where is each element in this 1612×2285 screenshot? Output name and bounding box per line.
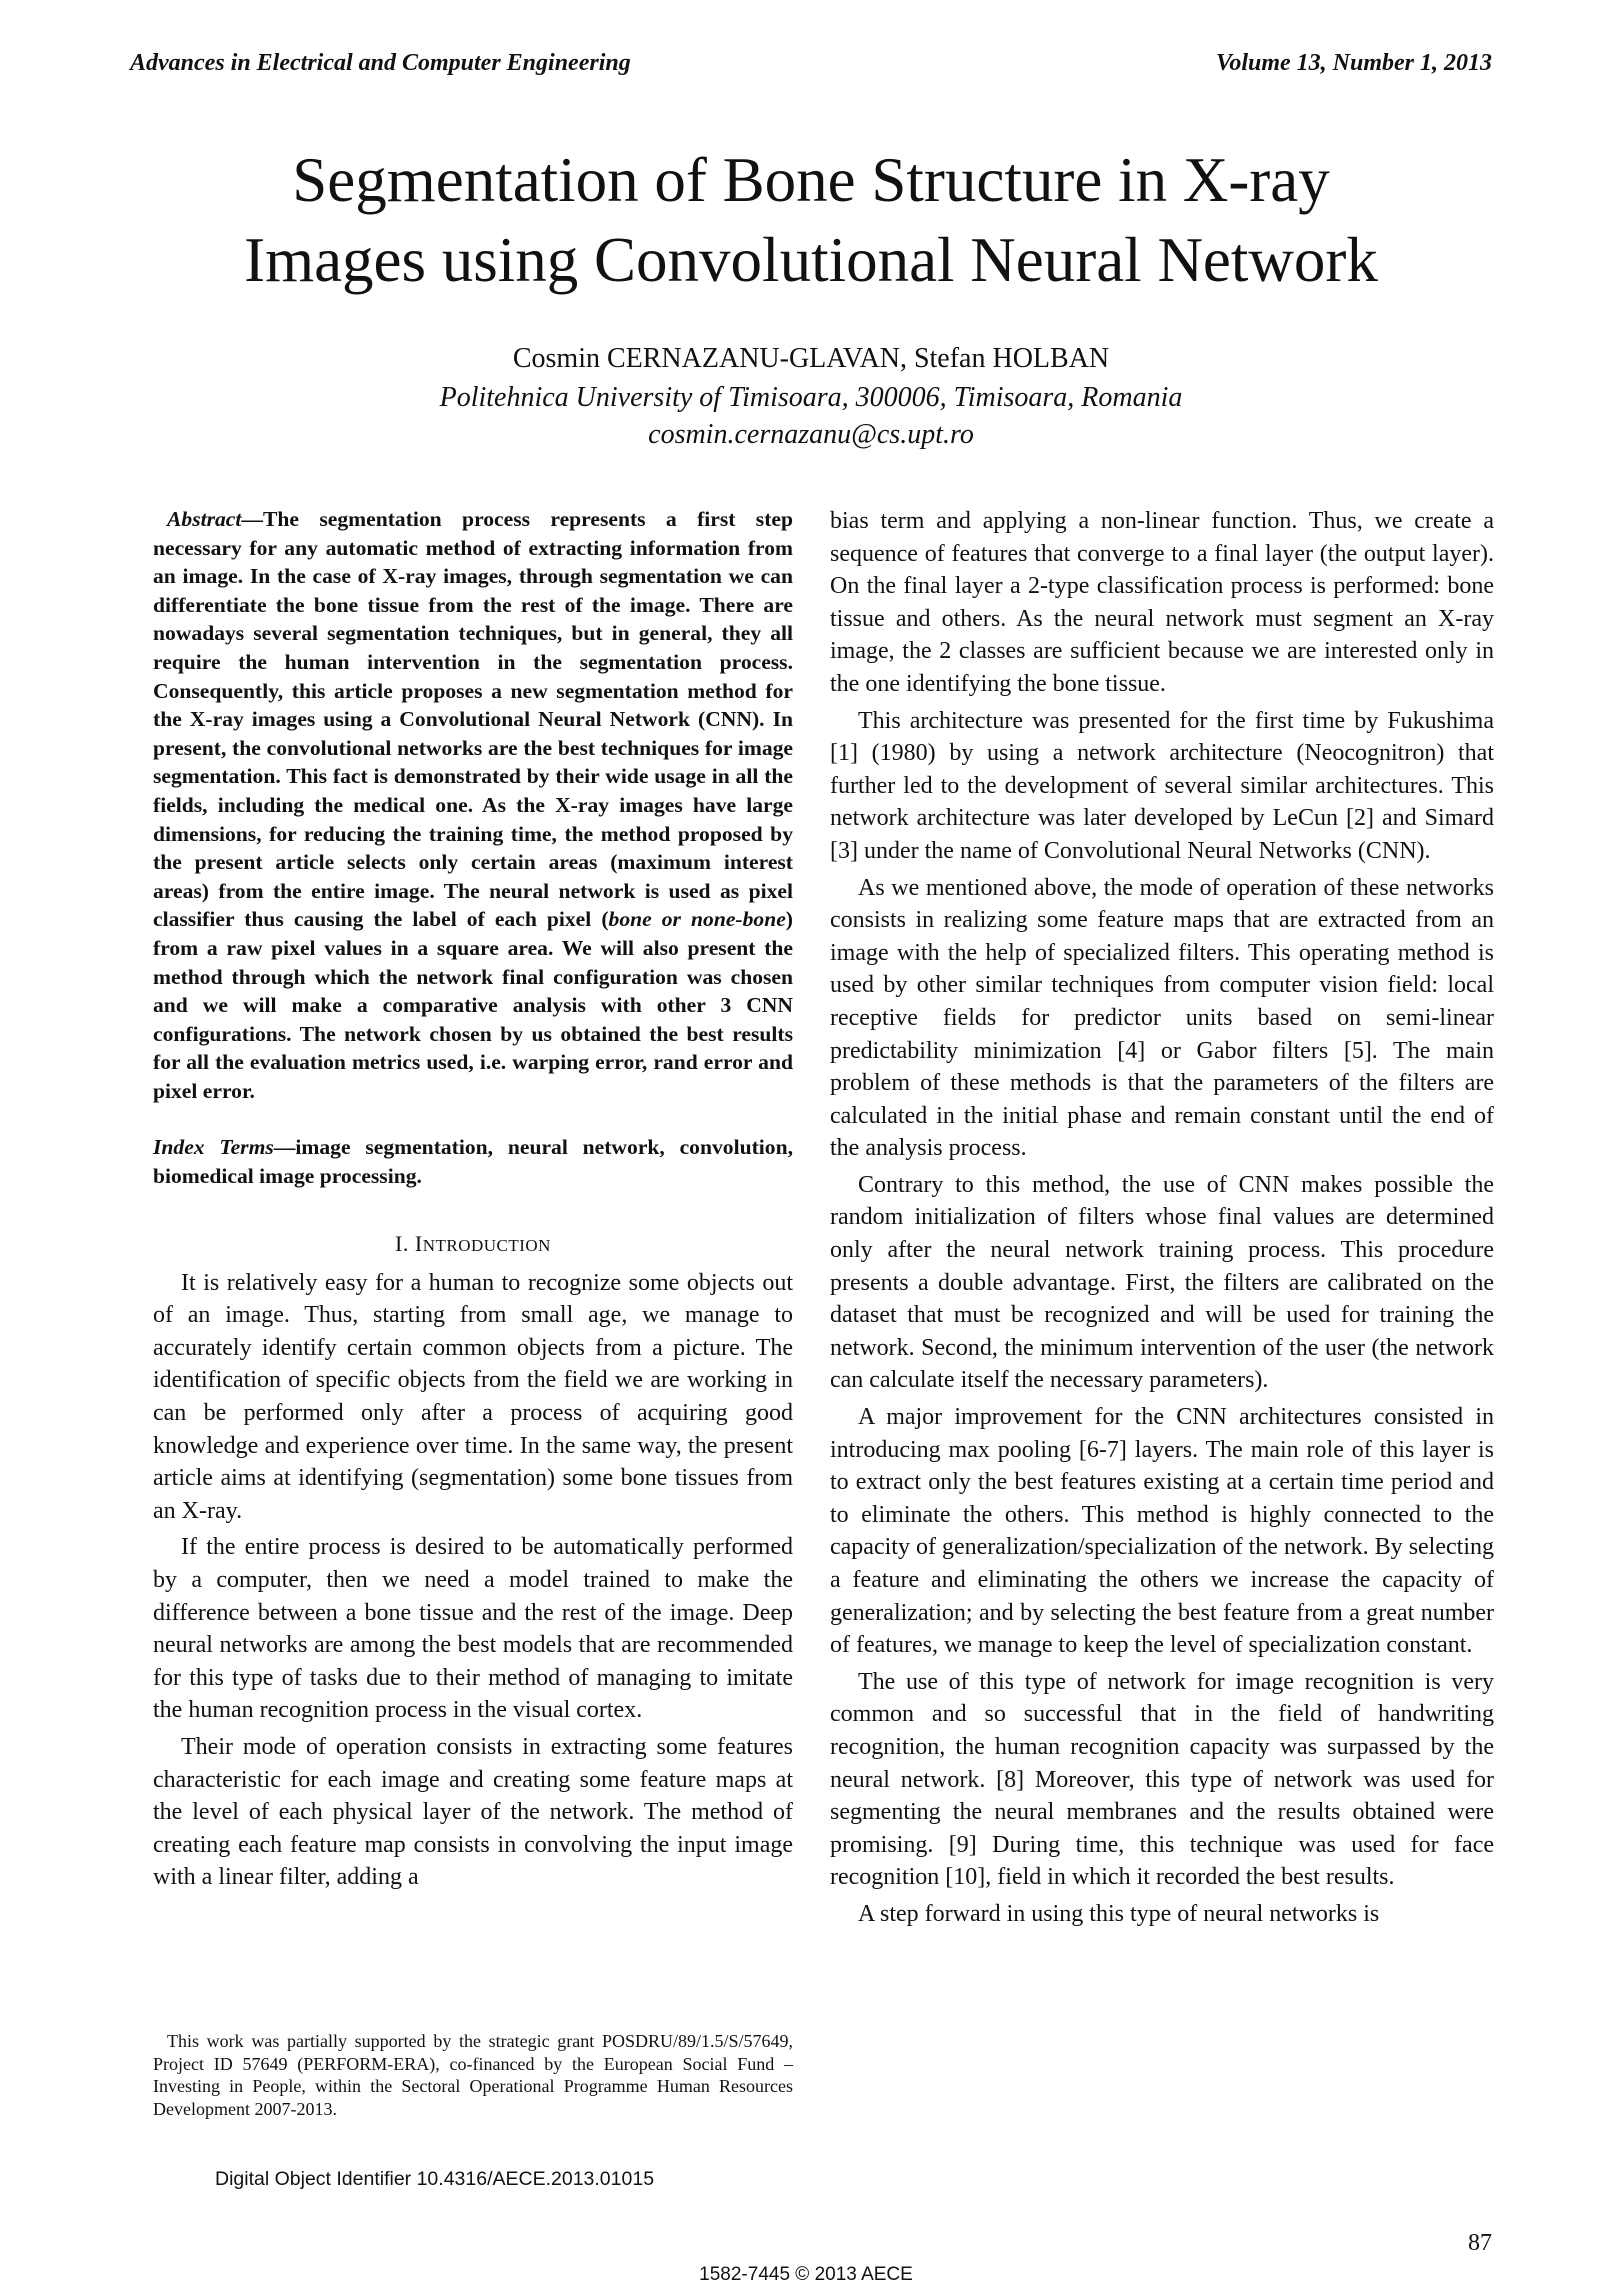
- section-heading-introduction: [153, 1231, 793, 1257]
- title-line-2: Images using Convolutional Neural Network: [244, 225, 1378, 295]
- doi: Digital Object Identifier 10.4316/AECE.2013.01015: [215, 2168, 655, 2190]
- left-paragraph: If the entire process is desired to be automatically performed by a computer, then we need a model trained to make the difference between a bone tissue and the rest of the image. Deep neural networks are among the best models that are recommended for this type of tasks due to their method of managing to imitate the human recognition process in the visual cortex.: [153, 1534, 793, 1724]
- left-column: [153, 505, 793, 1894]
- funding-footnote: This work was partially supported by the strategic grant POSDRU/89/1.5/S/57649, Project ID 57649 (PERFORM-ERA), co-financed by the European Social Fund – Investing in People, within the Sectoral Operational Programme Human Resources Development 2007-2013.: [153, 2031, 793, 2119]
- abstract: [153, 505, 793, 1105]
- right-paragraph: The use of this type of network for image recognition is very common and so successful that in the field of handwriting recognition, the human recognition capacity was surpassed by the neural network. [8] Moreover, this type of network was used for segmenting the neural membranes and the results obtained were promising. [9] During time, this technique was used for face recognition [10], field in which it recorded the best results.: [830, 1668, 1494, 1891]
- authors: Cosmin CERNAZANU-GLAVAN, Stefan HOLBAN: [512, 343, 1110, 374]
- volume-info: Volume 13, Number 1, 2013: [1215, 50, 1492, 76]
- page-number: 87: [1468, 2230, 1492, 2256]
- left-paragraph: It is relatively easy for a human to recognize some objects out of an image. Thus, starting from small age, we manage to accurately identify certain common objects from a picture. The identification of specific objects from the field we are working in can be performed only after a process of acquiring good knowledge and experience over time. In the same way, the present article aims at identifying (segmentation) some bone tissues from an X-ray.: [153, 1269, 793, 1524]
- index-terms-lead: Index Terms: [153, 1135, 274, 1160]
- section-numeral: I.: [395, 1230, 409, 1256]
- abstract-text-2: ) from a raw pixel values in a square area. We will also present the method through which the network final configuration was chosen and we will make a comparative analysis with other 3 CNN configurations. The network chosen by us obtained the best results for all the evaluation metrics used, i.e. warping error, rand error and pixel error.: [153, 907, 793, 1103]
- left-paragraph: Their mode of operation consists in extracting some features characteristic for each image and creating some feature maps at the level of each physical layer of the network. The method of creating each feature map consists in convolving the input image with a linear filter, adding a: [153, 1733, 793, 1891]
- affiliation: Politehnica University of Timisoara, 300006, Timisoara, Romania: [439, 382, 1183, 413]
- section-first-letter: I: [414, 1230, 423, 1256]
- journal-name: Advances in Electrical and Computer Engineering: [130, 50, 631, 76]
- right-paragraph: As we mentioned above, the mode of operation of these networks consists in realizing some feature maps that are extracted from an image with the help of specialized filters. This operating method is used by other similar techniques from computer vision field: local receptive fields for predictor units based on semi-linear predictability minimization [4] or Gabor filters [5]. The main problem of these methods is that the parameters of the filters are calculated in the initial phase and remain constant until the end of the analysis process.: [830, 874, 1494, 1162]
- section-title-rest: NTRODUCTION: [422, 1235, 551, 1255]
- right-paragraph: bias term and applying a non-linear function. Thus, we create a sequence of features that converge to a final layer (the output layer). On the final layer a 2-type classification process is performed: bone tissue and others. As the neural network must segment an X-ray image, the 2 classes are sufficient because we are interested only in the one identifying the bone tissue.: [830, 508, 1494, 697]
- right-paragraph: This architecture was presented for the first time by Fukushima [1] (1980) by using a network architecture (Neocognitron) that further led to the development of several similar architectures. This network architecture was later developed by LeCun [2] and Simard [3] under the name of Convolutional Neural Networks (CNN).: [830, 707, 1494, 864]
- index-terms: [153, 1133, 793, 1190]
- index-terms-text: —image segmentation, neural network, convolution, biomedical image processing.: [153, 1135, 793, 1189]
- issn-copyright: 1582-7445 © 2013 AECE: [699, 2264, 913, 2285]
- right-paragraph: A step forward in using this type of neural networks is: [858, 1900, 1380, 1927]
- right-paragraph: A major improvement for the CNN architectures consisted in introducing max pooling [6-7] layers. The main role of this layer is to extract only the best features existing at a certain time period and to eliminate the others. This method is highly connected to the capacity of generalization/specialization of the network. By selecting a feature and eliminating the others we increase the capacity of generalization; and by selecting the best feature from a great number of features, we manage to keep the level of specialization constant.: [830, 1404, 1494, 1659]
- author-email: cosmin.cernazanu@cs.upt.ro: [648, 419, 974, 450]
- abstract-emphasis: bone or none-bone: [608, 907, 786, 932]
- right-column: [830, 505, 1494, 1931]
- abstract-text-1: —The segmentation process represents a first step necessary for any automatic method of extracting information from an image. In the case of X-ray images, through segmentation we can differentiate the bone tissue from the rest of the image. There are nowadays several segmentation techniques, but in general, they all require the human intervention in the segmentation process. Consequently, this article proposes a new segmentation method for the X-ray images using a Convolutional Neural Network (CNN). In present, the convolutional networks are the best techniques for image segmentation. This fact is demonstrated by their wide usage in all the fields, including the medical one. As the X-ray images have large dimensions, for reducing the training time, the method proposed by the present article selects only certain areas (maximum interest areas) from the entire image. The neural network is used as pixel classifier thus causing the label of each pixel (: [153, 507, 793, 932]
- right-paragraph: Contrary to this method, the use of CNN makes possible the random initialization of filters whose final values are determined only after the neural network training process. This procedure presents a double advantage. First, the filters are calibrated on the dataset that must be recognized and will be used for training the network. Second, the minimum intervention of the user (the network can calculate itself the necessary parameters).: [830, 1171, 1494, 1394]
- abstract-lead: Abstract: [167, 507, 242, 531]
- paper-title: [130, 140, 1492, 300]
- title-line-1: Segmentation of Bone Structure in X-ray: [292, 145, 1330, 215]
